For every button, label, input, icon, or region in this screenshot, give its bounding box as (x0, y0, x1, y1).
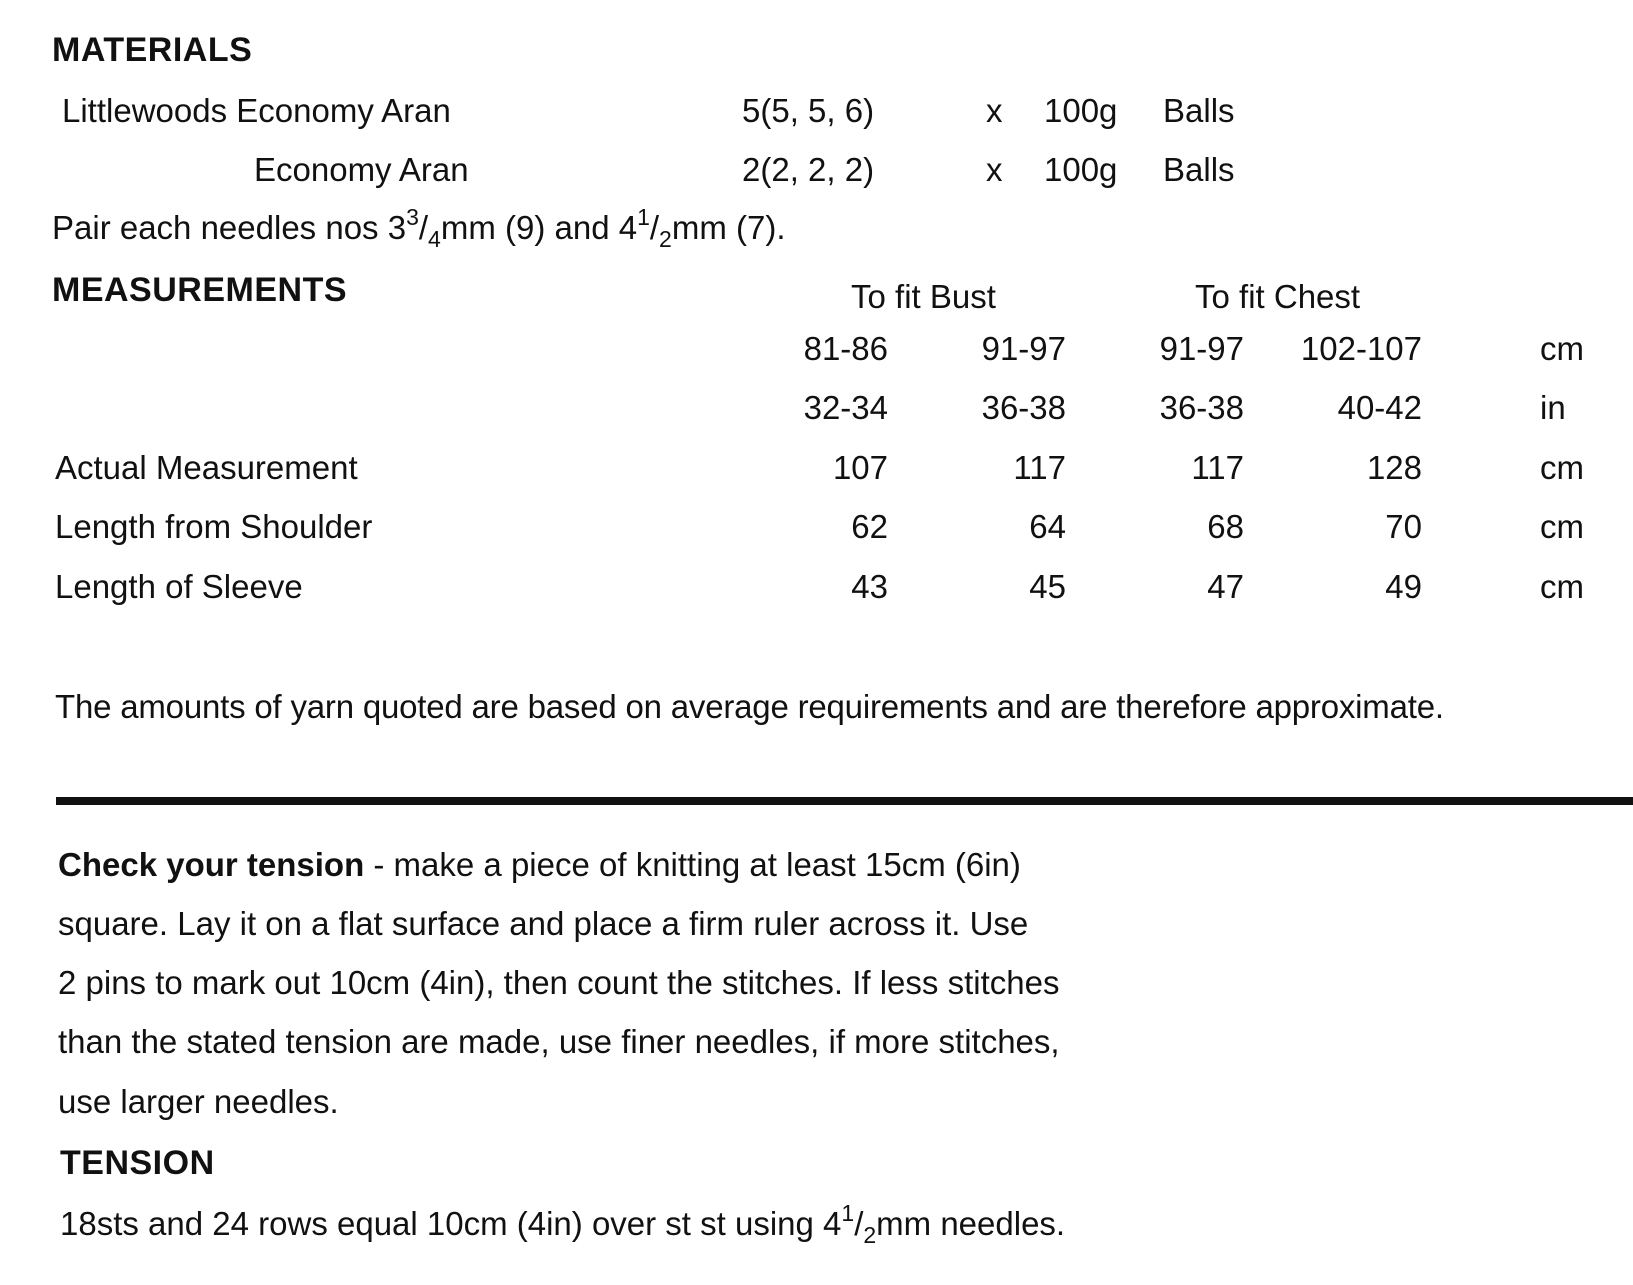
needle-fraction-denominator: 2 (863, 1222, 877, 1248)
measurement-value: 70 (1385, 508, 1422, 545)
measurement-label: Actual Measurement (55, 449, 358, 486)
tension-heading: TENSION (60, 1144, 215, 1182)
tension-check-line: square. Lay it on a flat surface and place a firm ruler across it. Use (58, 905, 1029, 942)
size-value: 36-38 (1159, 389, 1244, 426)
bust-group-label: To fit Bust (851, 278, 996, 315)
yarn-approximation-note: The amounts of yarn quoted are based on average requirements and are therefore approximate. (55, 688, 1444, 725)
measurement-value: 117 (1013, 449, 1066, 486)
measurement-value: 107 (832, 449, 888, 486)
unit-label: in (1540, 389, 1566, 426)
needles-line: Pair each needles nos $3^3/_4mm$ (9) and $4^1/_2mm$ (7). (52, 204, 786, 252)
needle-fraction-denominator: 4 (428, 226, 441, 252)
tension-prefix: 18sts and 24 rows equal 10cm (4in) over st st using 4 (60, 1205, 842, 1242)
section-divider (56, 797, 1633, 805)
measurements-heading: MEASUREMENTS (52, 271, 348, 309)
yarn-quantity: 2(2, 2, 2) (742, 151, 875, 188)
unit-label: cm (1540, 449, 1584, 486)
needle-fraction-numerator: 1 (637, 204, 650, 230)
measurement-value: 68 (1207, 508, 1244, 545)
yarn-name: Littlewoods Economy Aran (62, 92, 451, 129)
measurement-value: 64 (1029, 508, 1066, 545)
measurement-value: 43 (851, 568, 888, 605)
yarn-unit: Balls (1163, 151, 1235, 188)
size-value: 102-107 (1300, 330, 1422, 367)
needle-fraction-denominator: 2 (659, 226, 672, 252)
size-value: 40-42 (1337, 389, 1422, 426)
yarn-weight: 100g (1044, 151, 1118, 188)
measurement-value: 117 (1191, 449, 1244, 486)
yarn-weight: 100g (1044, 92, 1118, 129)
yarn-name: Economy Aran (254, 151, 469, 188)
tension-check-line: use larger needles. (58, 1083, 339, 1120)
size-value: 91-97 (1159, 330, 1244, 367)
size-value: 81-86 (803, 330, 888, 367)
tension-line: 18sts and 24 rows equal 10cm (4in) over st st using $4^1/_2mm$ needles. (60, 1200, 1066, 1248)
yarn-unit: Balls (1163, 92, 1235, 129)
tension-suffix: mm needles. (876, 1205, 1066, 1242)
measurement-label: Length from Shoulder (55, 508, 373, 545)
times-sign: x (986, 151, 1003, 188)
chest-group-label: To fit Chest (1195, 278, 1361, 315)
unit-label: cm (1540, 330, 1584, 367)
tension-check-line (58, 848, 1021, 881)
unit-label: cm (1540, 568, 1584, 605)
unit-label: cm (1540, 508, 1584, 545)
needles-mid: mm (9) and 4 (440, 209, 638, 246)
measurement-value: 62 (851, 508, 888, 545)
measurement-value: 47 (1207, 568, 1244, 605)
measurement-value: 45 (1029, 568, 1066, 605)
yarn-quantity: 5(5, 5, 6) (742, 92, 875, 129)
size-value: 32-34 (803, 389, 888, 426)
times-sign: x (986, 92, 1003, 129)
size-value: 36-38 (981, 389, 1066, 426)
measurement-value: 49 (1385, 568, 1422, 605)
needle-fraction-numerator: 1 (841, 1200, 855, 1226)
needles-prefix: Pair each needles nos 3 (52, 209, 407, 246)
needle-fraction-numerator: 3 (406, 204, 419, 230)
tension-check-text: - make a piece of knitting at least 15cm (6in) (364, 846, 1021, 883)
tension-check-line: than the stated tension are made, use finer needles, if more stitches, (58, 1023, 1060, 1060)
measurement-value: 128 (1366, 449, 1422, 486)
size-value: 91-97 (981, 330, 1066, 367)
tension-check-heading: Check your tension (58, 846, 365, 883)
tension-check-line: 2 pins to mark out 10cm (4in), then count the stitches. If less stitches (58, 964, 1060, 1001)
materials-heading: MATERIALS (52, 31, 253, 69)
needles-suffix: mm (7). (671, 209, 786, 246)
measurement-label: Length of Sleeve (55, 568, 303, 605)
